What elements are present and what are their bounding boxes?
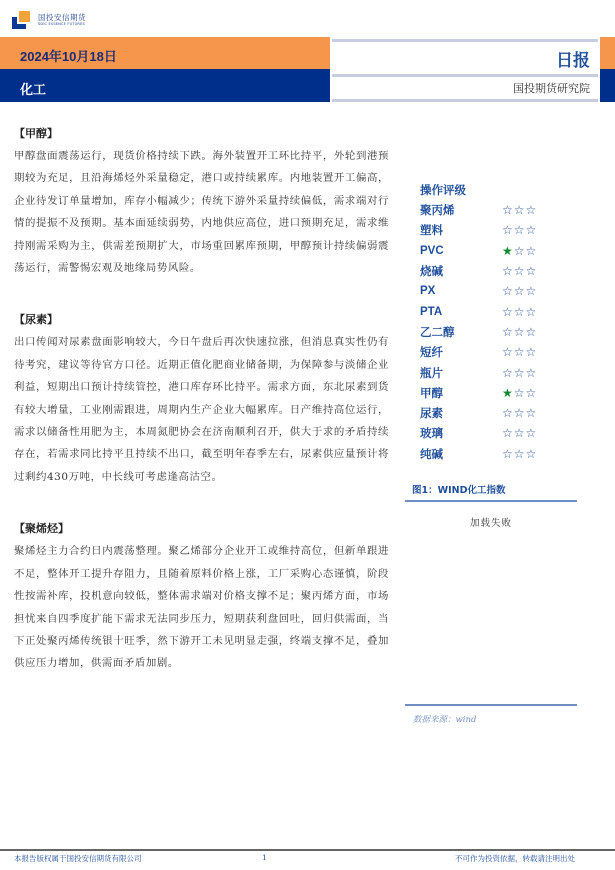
empty-star-icon: ☆ xyxy=(502,324,513,339)
rating-row xyxy=(420,444,590,464)
rating-row xyxy=(420,241,590,261)
divider xyxy=(332,39,598,42)
logo-en-text: SDIC ESSENCE FUTURES xyxy=(38,22,85,26)
header-date-band-right xyxy=(600,37,615,69)
empty-star-icon: ☆ xyxy=(525,324,537,339)
figure-title: 图1：WIND化工指数 xyxy=(412,485,506,496)
logo-cn-text: 国投安信期货 xyxy=(38,12,86,22)
figure-source: 数据来源：wind xyxy=(413,715,477,725)
empty-star-icon: ☆ xyxy=(525,426,537,441)
empty-star-icon: ☆ xyxy=(525,406,537,421)
rating-stars xyxy=(502,407,536,419)
rating-row xyxy=(420,423,590,443)
empty-star-icon: ☆ xyxy=(525,284,537,299)
section-polyolefin xyxy=(14,518,389,674)
divider xyxy=(332,74,598,77)
rating-row xyxy=(420,220,590,240)
rating-row xyxy=(420,281,590,301)
report-date: 2024年10月18日 xyxy=(20,49,117,64)
rating-row xyxy=(420,403,590,423)
section-heading: 【尿素】 xyxy=(14,313,58,327)
report-section: 化工 xyxy=(20,82,47,97)
empty-star-icon: ☆ xyxy=(525,243,537,258)
section-paragraph: 出口传闻对尿素盘面影响较大，今日午盘后再次快速拉涨，但消息真实性仍有待考究，建议等待官方口径。近期正值化肥商业储备期，为保障参与淡储企业利益，短期出口预计持续管控，港口库存环比持平。需求方面，东北尿素到货有较大增量，工业刚需跟进，周期内生产企业大幅累库。日产维持高位运行，需求以储备性用肥为主，本周氮肥协会在济南顺利召开，供大于求的矛盾持续存在，若需求同比持平且持续不出口，截至明年春季左右，尿素供应量预计将过剩约430万吨，中长线可考虑逢高沽空。 xyxy=(14,336,389,483)
empty-star-icon: ☆ xyxy=(513,365,525,380)
rating-product-name: PX xyxy=(420,285,436,298)
empty-star-icon: ☆ xyxy=(525,203,537,218)
rating-row xyxy=(420,200,590,220)
empty-star-icon: ☆ xyxy=(513,446,525,461)
empty-star-icon: ☆ xyxy=(502,304,513,319)
empty-star-icon: ☆ xyxy=(513,264,525,279)
empty-star-icon: ☆ xyxy=(513,304,525,319)
empty-star-icon: ☆ xyxy=(502,426,513,441)
section-paragraph: 聚烯烃主力合约日内震荡整理。聚乙烯部分企业开工或维持高位，但新单跟进不足，整体开工提升存阻力，且随着原料价格上涨，工厂采购心态谨慎，阶段性按需补库，投机意向较低，整体需求端对价格支撑不足；聚丙烯方面，市场担忧来自四季度扩能下需求无法同步压力，短期获利盘回吐，回归供需面，当下正处聚丙烯传统银十旺季，然下游开工未见明显走强，终端支撑不足，叠加供应压力增加，供需面矛盾加剧。 xyxy=(14,545,389,670)
report-type-title: 日报 xyxy=(556,51,590,70)
empty-star-icon: ☆ xyxy=(525,304,537,319)
rating-row xyxy=(420,342,590,362)
rating-stars xyxy=(502,387,536,399)
empty-star-icon: ☆ xyxy=(513,284,525,299)
empty-star-icon: ☆ xyxy=(525,446,537,461)
empty-star-icon: ☆ xyxy=(525,385,537,400)
rating-product-name: 塑料 xyxy=(420,223,443,238)
main-content xyxy=(14,123,389,675)
rating-product-name: 甲醇 xyxy=(420,385,443,400)
rating-row xyxy=(420,362,590,382)
report-type-panel xyxy=(330,37,600,102)
rating-product-name: 纯碱 xyxy=(420,446,443,461)
empty-star-icon: ☆ xyxy=(502,223,513,238)
rating-row xyxy=(420,301,590,321)
rating-product-name: 乙二醇 xyxy=(420,324,455,339)
empty-star-icon: ☆ xyxy=(502,406,513,421)
rating-title: 操作评级 xyxy=(420,183,466,197)
rating-product-name: 尿素 xyxy=(420,406,443,421)
rating-stars xyxy=(502,245,536,257)
footer-copyright: 本报告版权属于国投安信期货有限公司 xyxy=(14,854,142,863)
rating-stars xyxy=(502,326,536,338)
rating-product-name: PTA xyxy=(420,305,443,318)
empty-star-icon: ☆ xyxy=(513,385,525,400)
section-paragraph: 甲醇盘面震荡运行，现货价格持续下跌。海外装置开工环比持平，外轮到港预期较为充足，且沿海烯烃外采量稳定，港口或持续累库。内地装置开工偏高，企业待发订单量增加，库存小幅减少；传统下游外采量持续偏低，需求端对行情的提振不及预期。基本面延续弱势，内地供应高位，进口预期充足，需求维持刚需采购为主，供需差预期扩大，市场重回累库预期，甲醇预计持续偏弱震荡运行，需警惕宏观及地缘局势风险。 xyxy=(14,150,389,275)
empty-star-icon: ☆ xyxy=(513,406,525,421)
figure-load-failed: 加载失败 xyxy=(469,518,512,529)
section-heading: 【聚烯烃】 xyxy=(14,522,69,536)
rating-product-name: 瓶片 xyxy=(420,365,443,380)
logo-mark-icon xyxy=(12,11,32,29)
section-methanol xyxy=(14,123,389,279)
section-heading: 【甲醇】 xyxy=(14,127,58,140)
company-logo xyxy=(12,10,86,30)
empty-star-icon: ☆ xyxy=(513,345,525,360)
filled-star-icon: ★ xyxy=(502,385,513,400)
rating-row xyxy=(420,322,590,342)
rating-stars xyxy=(502,367,536,379)
rating-stars xyxy=(502,224,536,236)
page-number: 1 xyxy=(262,853,267,862)
rating-stars xyxy=(502,285,536,297)
empty-star-icon: ☆ xyxy=(525,264,537,279)
empty-star-icon: ☆ xyxy=(525,345,537,360)
rating-stars xyxy=(502,346,536,358)
empty-star-icon: ☆ xyxy=(502,264,513,279)
footer-disclaimer: 不可作为投资依据，转载请注明出处 xyxy=(455,854,575,863)
rating-row xyxy=(420,261,590,281)
header-section-band-right xyxy=(600,69,615,102)
empty-star-icon: ☆ xyxy=(502,446,513,461)
empty-star-icon: ☆ xyxy=(513,203,525,218)
rating-product-name: 玻璃 xyxy=(420,426,443,441)
rating-row xyxy=(420,383,590,403)
rating-stars xyxy=(502,306,536,318)
empty-star-icon: ☆ xyxy=(513,426,525,441)
divider xyxy=(332,99,598,102)
empty-star-icon: ☆ xyxy=(502,365,513,380)
figure-top-rule xyxy=(405,500,577,502)
empty-star-icon: ☆ xyxy=(525,365,537,380)
empty-star-icon: ☆ xyxy=(502,284,513,299)
figure-bottom-rule xyxy=(405,704,577,706)
section-urea xyxy=(14,309,389,488)
empty-star-icon: ☆ xyxy=(525,223,537,238)
empty-star-icon: ☆ xyxy=(513,223,525,238)
empty-star-icon: ☆ xyxy=(502,203,513,218)
empty-star-icon: ☆ xyxy=(513,243,525,258)
rating-stars xyxy=(502,448,536,460)
header-section-band xyxy=(0,69,330,102)
rating-product-name: PVC xyxy=(420,244,444,257)
operation-rating-panel xyxy=(420,180,590,464)
rating-product-name: 烧碱 xyxy=(420,264,443,279)
rating-stars xyxy=(502,265,536,277)
rating-product-name: 聚丙烯 xyxy=(420,203,455,218)
empty-star-icon: ☆ xyxy=(513,324,525,339)
rating-stars xyxy=(502,204,536,216)
rating-product-name: 短纤 xyxy=(420,345,443,360)
empty-star-icon: ☆ xyxy=(502,345,513,360)
rating-stars xyxy=(502,427,536,439)
filled-star-icon: ★ xyxy=(502,243,513,258)
institute-name: 国投期货研究院 xyxy=(513,82,590,95)
footer-rule xyxy=(0,849,615,851)
